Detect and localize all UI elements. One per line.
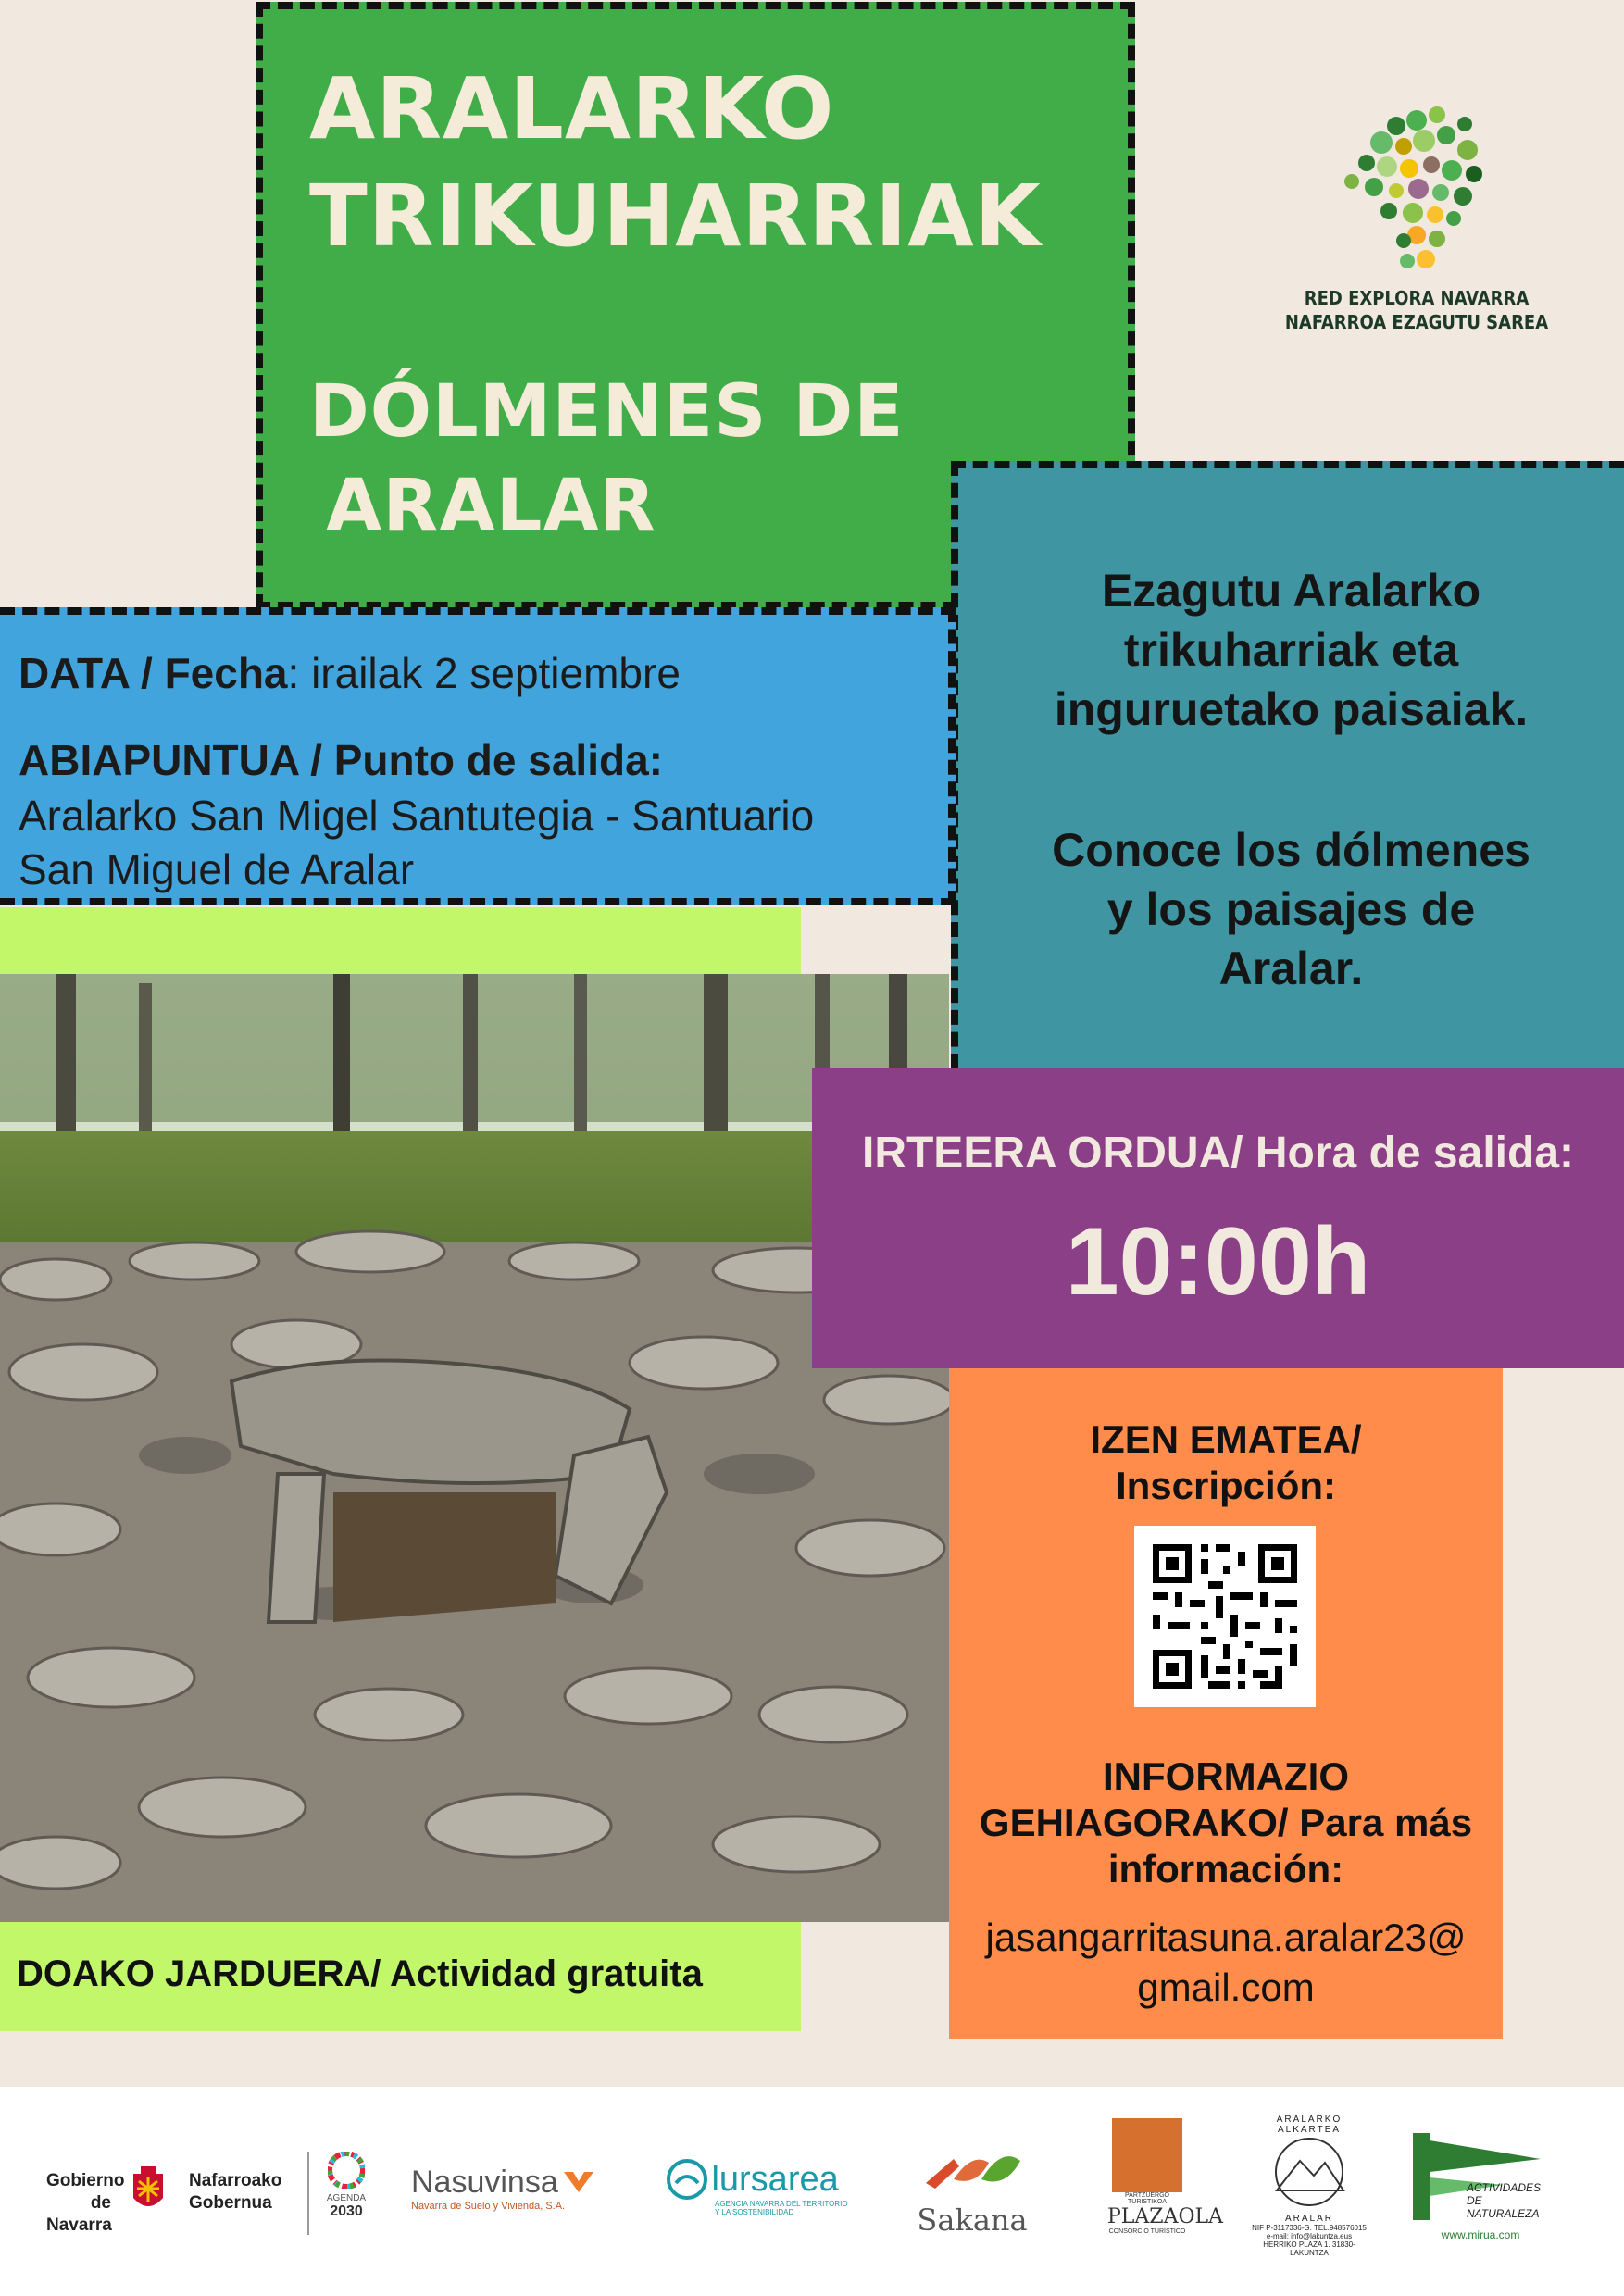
sakana-leaves-icon — [917, 2146, 1028, 2198]
gobierno-es-line-1: Gobierno — [46, 2171, 125, 2190]
departure-time: 10:00h — [1065, 1208, 1371, 1316]
nasuvinsa-subtitle: Navarra de Suelo y Vivienda, S.A. — [411, 2201, 566, 2212]
email-line-1: jasangarritasuna.aralar23@ — [985, 1915, 1467, 1959]
gobierno-text-eu — [189, 2170, 281, 2215]
agenda-year: 2030 — [330, 2203, 363, 2219]
navarra-shield-icon — [117, 2165, 183, 2220]
aralar-assoc-top: ARALARKO ALKARTEA — [1276, 2115, 1343, 2135]
mirua-url[interactable]: www.mirua.com — [1441, 2228, 1520, 2241]
red-explora-logo — [1278, 102, 1555, 352]
gobierno-eu-line-1: Nafarroako — [189, 2171, 282, 2190]
free-activity-box — [0, 1922, 801, 2031]
more-info-line-1: INFORMAZIO — [1103, 1754, 1349, 1798]
registration-box — [949, 1368, 1503, 2039]
lursarea-mark-icon — [667, 2159, 707, 2200]
aralar-association-logo — [1244, 2115, 1374, 2257]
lime-divider — [0, 907, 801, 974]
aralar-assoc-bottom: ARALAR — [1284, 2214, 1333, 2224]
title-line-1: ARALARKO — [309, 59, 835, 158]
plazaola-name: PLAZAOLA — [1107, 2205, 1224, 2228]
plazaola-sub: CONSORCIO TURÍSTICO — [1108, 2228, 1186, 2235]
aralar-mountain-icon — [1258, 2135, 1360, 2209]
more-info-line-2: GEHIAGORAKO/ Para más — [979, 1801, 1473, 1844]
registration-label — [949, 1416, 1503, 1509]
contact-email[interactable] — [949, 1913, 1503, 2013]
intro-box — [951, 461, 1624, 1091]
gobierno-eu-line-2: Gobernua — [189, 2193, 272, 2213]
plazaola-emblem-icon — [1112, 2118, 1182, 2192]
gobierno-es-line-2: de Navarra — [46, 2193, 112, 2235]
date-value: : irailak 2 septiembre — [287, 649, 681, 697]
intro-spanish — [958, 820, 1624, 998]
departure-label: IRTEERA ORDUA/ Hora de salida: — [861, 1129, 1574, 1178]
date-line — [19, 648, 681, 698]
intro-spanish-text: Conoce los dólmenes y los paisajes de Aralar. — [1052, 824, 1530, 994]
start-location-line-2: San Miguel de Aralar — [19, 845, 415, 893]
lursarea-logo — [667, 2159, 848, 2216]
start-location-line-1: Aralarko San Migel Santutegia - Santuario — [19, 792, 815, 840]
title-line-3: DÓLMENES DE — [309, 370, 905, 454]
qr-code[interactable] — [1134, 1526, 1316, 1707]
gobierno-text-es — [46, 2170, 125, 2237]
mirua-text-1: ACTIVIDADES — [1467, 2181, 1542, 2194]
agenda-2030-logo — [319, 2152, 374, 2220]
intro-basque-text: Ezagutu Aralarko trikuharriak eta inguruetako paisaiak. — [1054, 565, 1529, 735]
qr-code-icon — [1134, 1526, 1316, 1707]
mirua-text-2: DE — [1467, 2194, 1482, 2207]
footer-divider — [307, 2152, 309, 2235]
registration-label-line-2: Inscripción: — [1115, 1464, 1337, 1507]
sponsor-footer — [0, 2087, 1624, 2296]
title-line-4: ARALAR — [326, 465, 656, 548]
nasuvinsa-mark-icon — [562, 2166, 595, 2196]
aralar-info-2: e-mail: info@lakuntza.eus — [1266, 2232, 1353, 2240]
lursarea-name: lursarea — [711, 2160, 839, 2199]
nasuvinsa-logo — [411, 2165, 595, 2212]
title-line-2: TRIKUHARRIAK — [309, 167, 1042, 266]
nasuvinsa-name: Nasuvinsa — [411, 2165, 558, 2200]
tree-dots-icon — [1278, 102, 1555, 278]
dolmen-illustration — [0, 974, 949, 1922]
mirua-text — [1467, 2181, 1541, 2220]
registration-label-line-1: IZEN EMATEA/ — [1090, 1417, 1362, 1461]
network-name-es: RED EXPLORA NAVARRA — [1304, 287, 1530, 309]
plazaola-logo — [1107, 2118, 1224, 2235]
departure-box — [812, 1068, 1624, 1368]
more-info-label — [949, 1753, 1503, 1892]
more-info-line-3: información: — [1107, 1847, 1344, 1890]
mirua-logo — [1411, 2131, 1550, 2241]
aralar-info-3: HERRIKO PLAZA 1. 31830-LAKUNTZA — [1263, 2240, 1355, 2257]
network-name-eu: NAFARROA EZAGUTU SAREA — [1284, 311, 1549, 333]
mirua-text-3: NATURALEZA — [1467, 2207, 1540, 2220]
lursarea-sub-1: AGENCIA NAVARRA DEL TERRITORIO — [715, 2200, 848, 2208]
dolmen-photo — [0, 974, 949, 1922]
date-label: DATA / Fecha — [19, 649, 288, 697]
lursarea-sub-2: Y LA SOSTENIBILIDAD — [715, 2208, 794, 2216]
intro-basque — [958, 561, 1624, 739]
sakana-name: Sakana — [917, 2202, 1028, 2238]
sdg-wheel-icon — [328, 2152, 365, 2189]
free-activity-text: DOAKO JARDUERA/ Actividad gratuita — [17, 1953, 703, 1994]
plazaola-top: PARTZUERGO TURISTIKOA — [1125, 2192, 1169, 2205]
start-label: ABIAPUNTUA / Punto de salida: — [19, 736, 663, 784]
info-box — [0, 607, 956, 905]
email-line-2: gmail.com — [1137, 1965, 1315, 2009]
sakana-logo — [917, 2146, 1028, 2238]
aralar-info-1: NIF P-3117336-G. TEL.948576015 — [1252, 2224, 1367, 2232]
agenda-label: AGENDA — [326, 2193, 367, 2203]
